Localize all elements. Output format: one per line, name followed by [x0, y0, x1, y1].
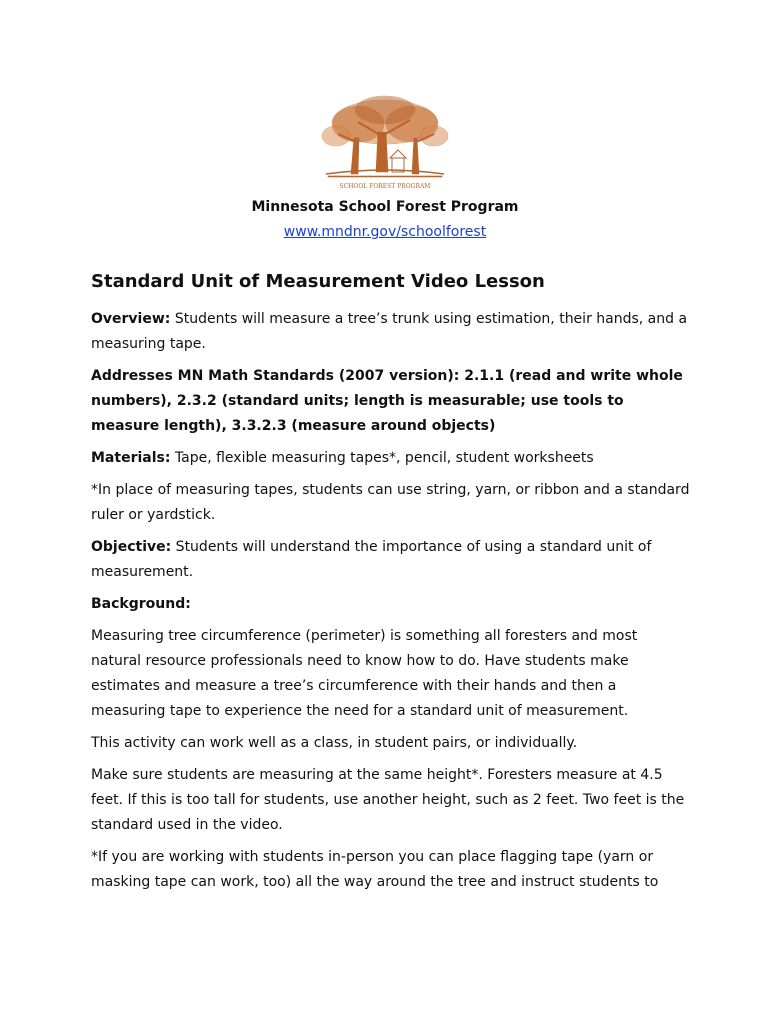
materials-text: Tape, flexible measuring tapes*, pencil, student worksheets: [170, 450, 594, 466]
objective-text: Students will understand the importance of using a standard unit of measurement.: [91, 539, 652, 580]
school-forest-tree-logo: [318, 92, 452, 192]
overview-label: Overview:: [91, 311, 171, 327]
materials-paragraph: [91, 446, 691, 471]
standards-paragraph: [91, 364, 691, 439]
org-name: Minnesota School Forest Program: [251, 199, 519, 215]
background-label: Background:: [91, 596, 191, 612]
overview-paragraph: [91, 307, 691, 357]
org-website-link[interactable]: www.mndnr.gov/schoolforest: [283, 224, 487, 240]
materials-note: *In place of measuring tapes, students can use string, yarn, or ribbon and a standard ruler or yardstick.: [91, 482, 690, 523]
materials-label: Materials:: [91, 450, 171, 466]
background-paragraph-3: Make sure students are measuring at the same height*. Foresters measure at 4.5 feet. If this is too tall for students, use another height, such as 2 feet. Two feet is the standard used in the video.: [91, 767, 685, 833]
background-paragraph-2: This activity can work well as a class, in student pairs, or individually.: [91, 735, 578, 751]
logo-caption: SCHOOL FOREST PROGRAM: [339, 183, 431, 190]
lesson-content: [91, 268, 691, 902]
background-paragraph-1: Measuring tree circumference (perimeter) is something all foresters and most natural resource professionals need to know how to do. Have students make estimates and measure a tree’s circumference with their hands and then a measuring tape to experience the need for a standard unit of measurement.: [91, 628, 638, 719]
background-paragraph-4: *If you are working with students in-person you can place flagging tape (yarn or masking tape can work, too) all the way around the tree and instruct students to: [91, 849, 659, 890]
background-heading: [91, 592, 691, 617]
objective-label: Objective:: [91, 539, 172, 555]
overview-text: Students will measure a tree’s trunk using estimation, their hands, and a measuring tape.: [91, 311, 688, 352]
objective-paragraph: [91, 535, 691, 585]
lesson-title: Standard Unit of Measurement Video Lesson: [91, 271, 545, 292]
standards-text: Addresses MN Math Standards (2007 version): 2.1.1 (read and write whole numbers), 2.3.2 (standard units; length is measurable; use tools to measure length), 3.3.2.3 (measure around objects): [91, 368, 683, 434]
